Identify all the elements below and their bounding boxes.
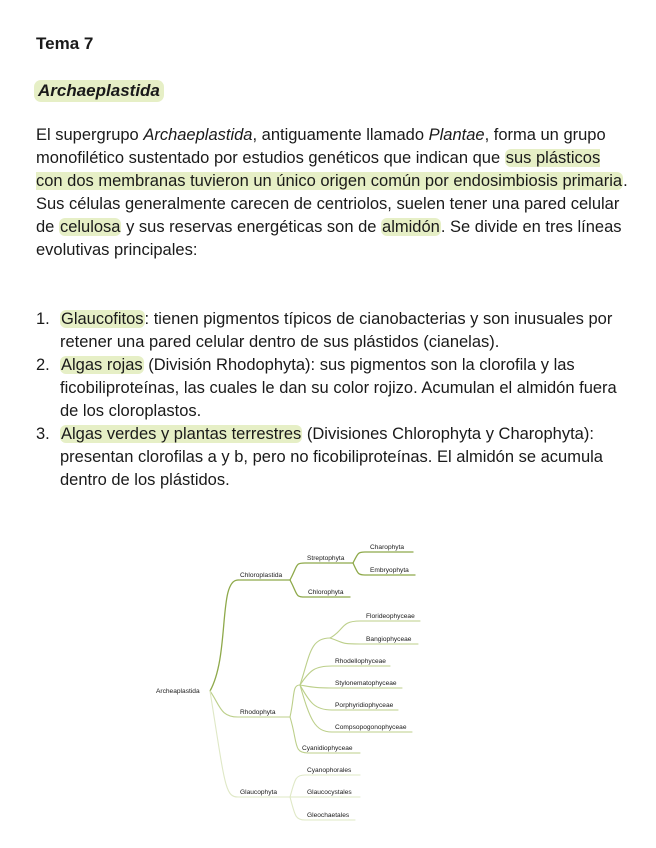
list-text: (Divisiones Chlorophyta y Charophyta): presentan clorofilas a y b, pero no ficobiliproteínas. El almidón se acumula dentro de los plástidos.	[60, 425, 603, 489]
intro-text: . Se divide en tres líneas evolutivas principales:	[36, 218, 622, 259]
tree-label-cyanidiophyceae: Cyanidiophyceae	[302, 745, 353, 752]
list-item	[36, 354, 628, 423]
tree-label-streptophyta: Streptophyta	[307, 555, 345, 562]
intro-italic: Archaeplastida	[143, 126, 253, 144]
tree-label-rhodophyta: Rhodophyta	[240, 709, 276, 716]
intro-text: y sus reservas energéticas son de	[121, 218, 382, 236]
tree-label-glaucophyta: Glaucophyta	[240, 789, 278, 796]
intro-italic: Plantae	[428, 126, 485, 144]
section-title: Archaeplastida	[34, 80, 164, 102]
lineages-list	[36, 308, 628, 492]
list-number: 1.	[36, 310, 50, 328]
list-text: : tienen pigmentos típicos de cianobacterias y son inusuales por retener una pared celular dentro de sus plástidos (cianelas).	[60, 310, 613, 351]
tree-label-florideophyceae: Florideophyceae	[366, 613, 415, 620]
tree-label-cyanophorales: Cyanophorales	[307, 767, 352, 774]
branch-chloroplastida-streptophyta	[290, 563, 353, 580]
intro-text: , forma un grupo monofilético sustentado por estudios genéticos que indican que	[36, 126, 606, 167]
tree-label-bangiophyceae: Bangiophyceae	[366, 636, 412, 643]
tree-label-porphyridiophyceae: Porphyridiophyceae	[335, 702, 394, 709]
list-number: 3.	[36, 425, 50, 443]
page-heading: Tema 7	[36, 34, 94, 53]
branch-rhodophyta-upper	[290, 685, 300, 717]
intro-highlight: celulosa	[59, 218, 121, 236]
tree-label-compsopogonophyceae: Compsopogonophyceae	[335, 724, 407, 731]
tree-root-label: Archeaplastida	[156, 688, 200, 695]
phylogenetic-tree	[150, 535, 430, 827]
tree-label-rhodellophyceae: Rhodellophyceae	[335, 658, 386, 665]
tree-label-gleochaetales: Gleochaetales	[307, 812, 350, 819]
list-item	[36, 308, 628, 354]
branch-root-chloroplastida	[210, 580, 238, 691]
list-text: (División Rhodophyta): sus pigmentos son la clorofila y las ficobiliproteínas, las cuales le dan su color rojizo. Acumulan el almidón fuera de los cloroplastos.	[60, 356, 617, 420]
intro-highlight: sus plásticos con dos membranas tuvieron un único origen común por endosimbiosis primaria	[36, 149, 623, 190]
intro-text: . Sus células generalmente carecen de centriolos, suelen tener una pared celular de	[36, 172, 628, 236]
intro-highlight: almidón	[382, 218, 440, 236]
list-term: Algas rojas	[61, 356, 143, 374]
tree-label-chlorophyta: Chlorophyta	[308, 589, 344, 596]
tree-label-charophyta: Charophyta	[370, 544, 405, 551]
intro-text: , antiguamente llamado	[252, 126, 429, 144]
branch-root-glaucophyta	[210, 691, 290, 797]
intro-text: El supergrupo	[36, 126, 144, 144]
list-term: Glaucofitos	[61, 310, 144, 328]
list-item	[36, 423, 628, 492]
list-number: 2.	[36, 356, 50, 374]
tree-label-embryophyta: Embryophyta	[370, 567, 409, 574]
tree-label-glaucocystales: Glaucocystales	[307, 789, 352, 796]
tree-label-stylonematophyceae: Stylonematophyceae	[335, 680, 397, 687]
intro-paragraph	[36, 124, 628, 262]
branch-streptophyta-charophyta	[353, 552, 413, 563]
list-term: Algas verdes y plantas terrestres	[61, 425, 302, 443]
tree-label-chloroplastida: Chloroplastida	[240, 572, 283, 579]
